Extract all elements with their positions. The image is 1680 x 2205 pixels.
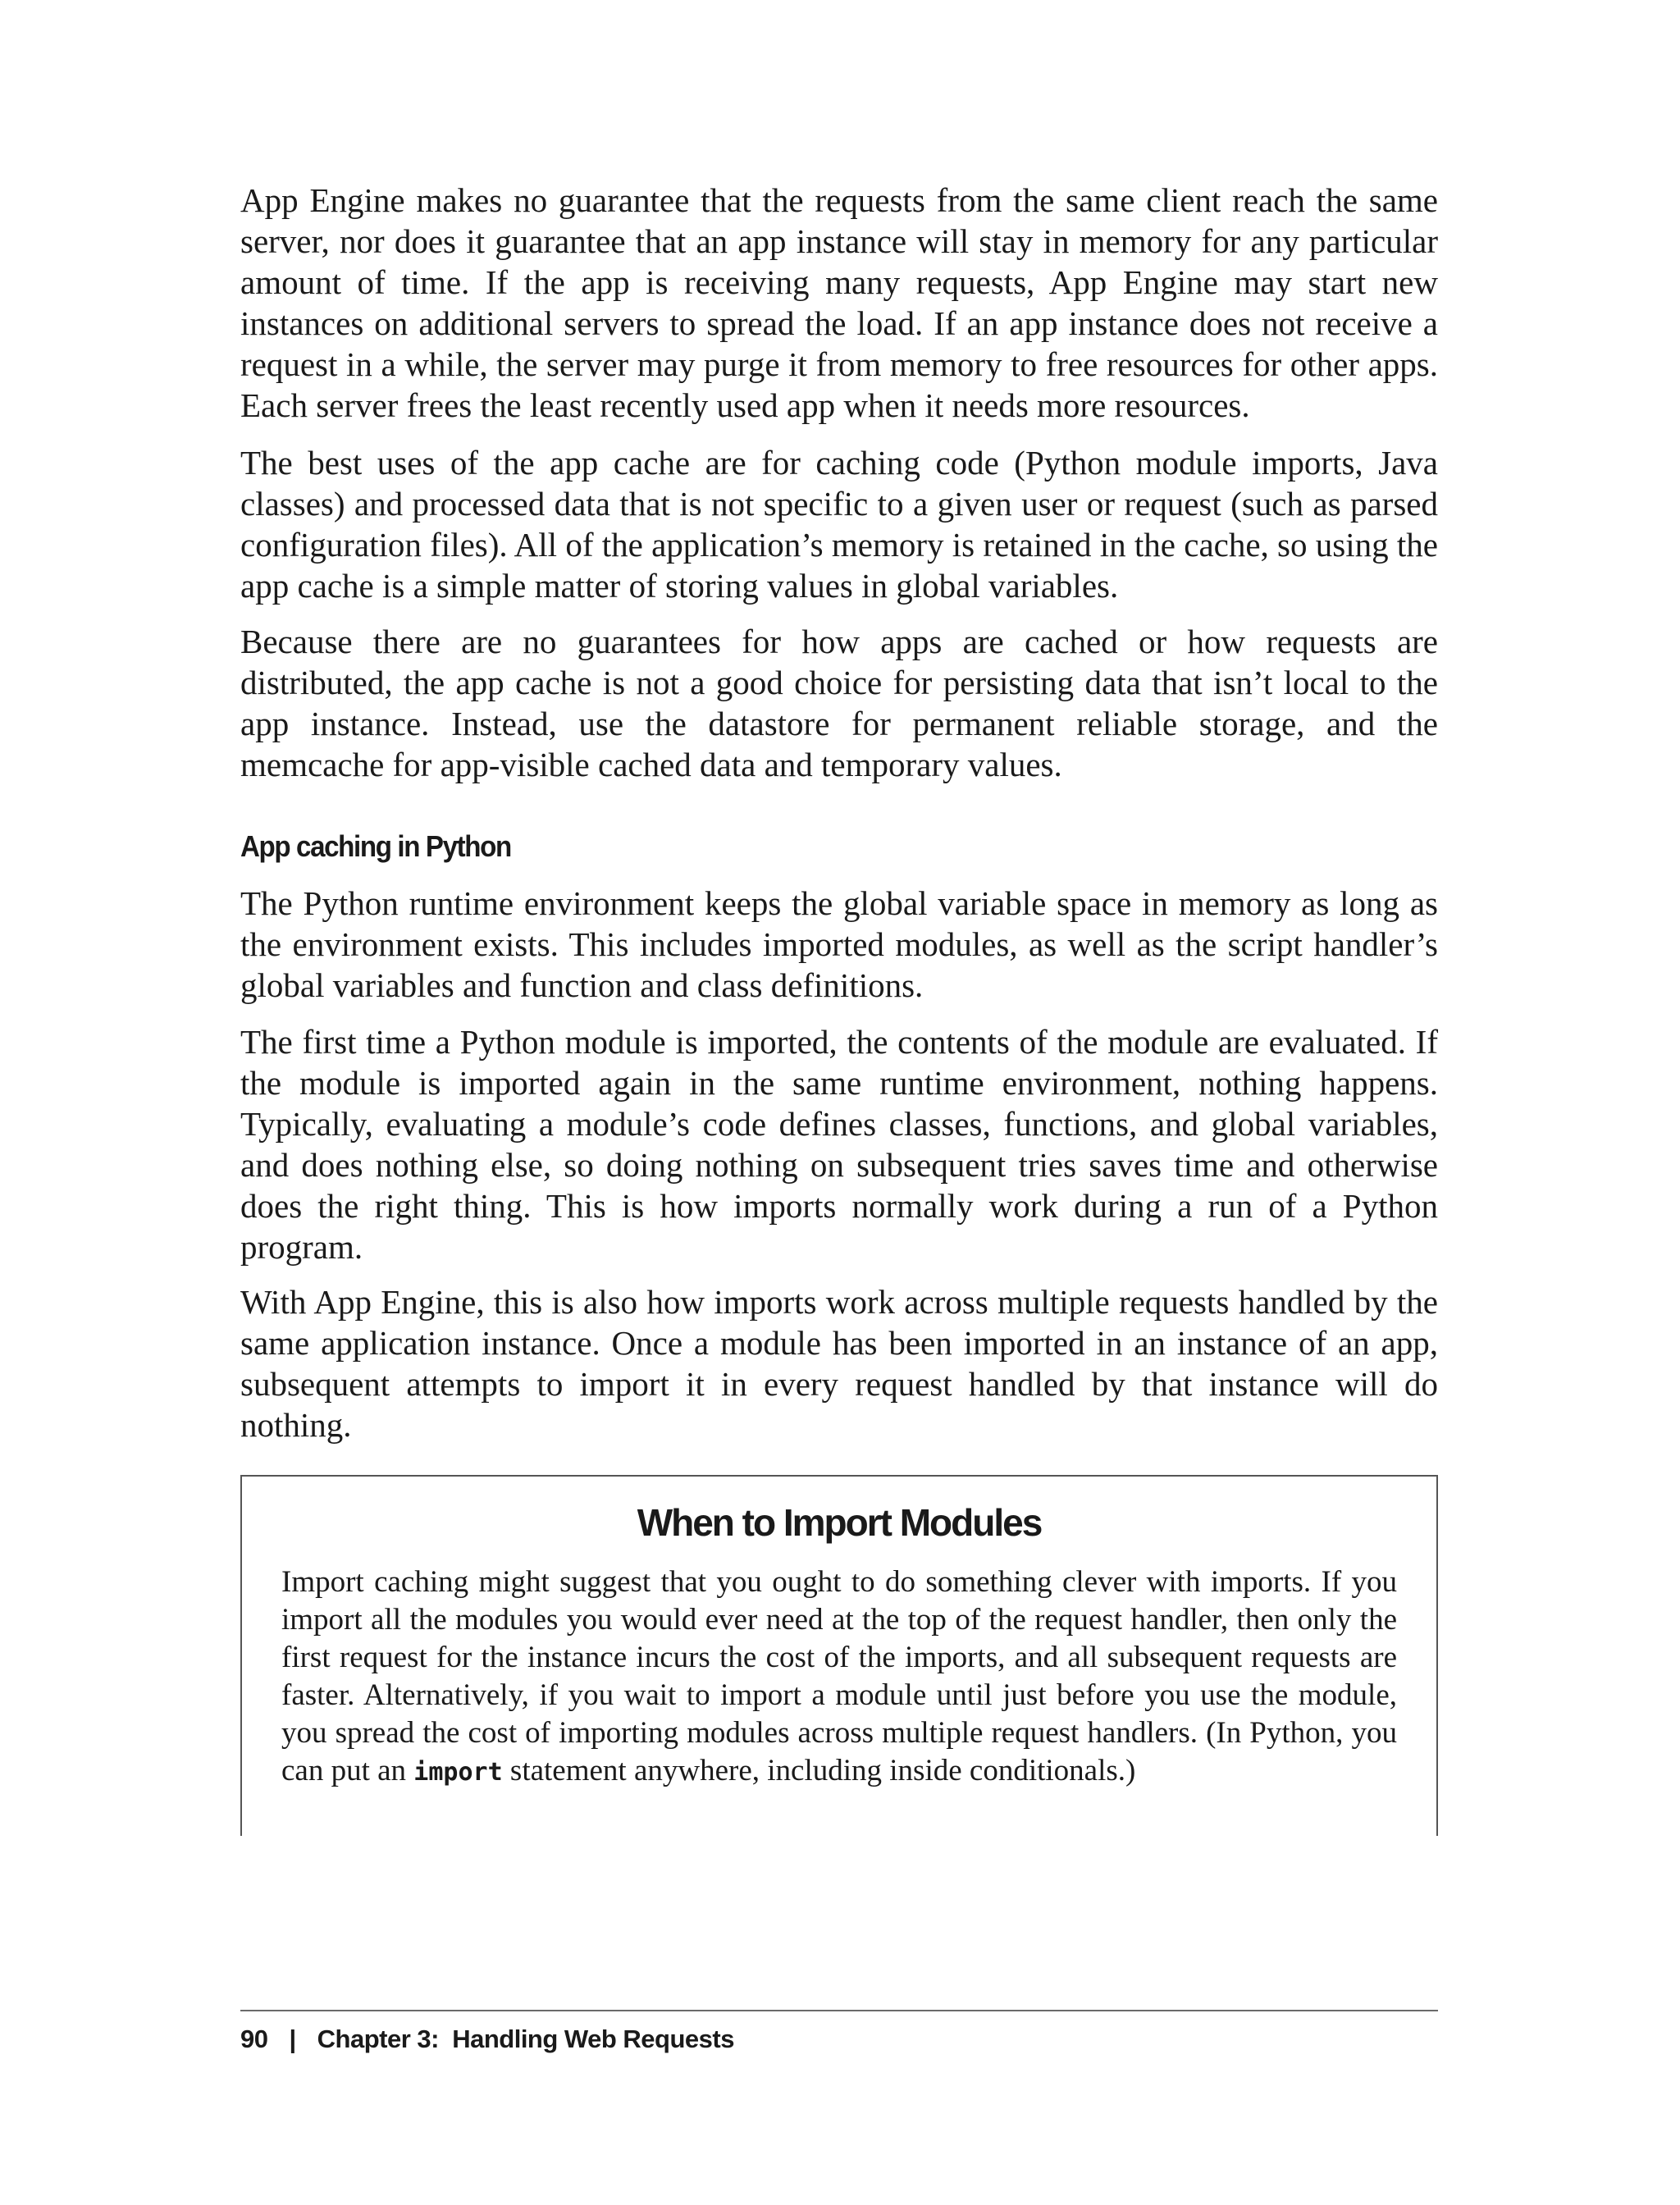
section-heading: App caching in Python (240, 829, 511, 863)
inline-code: import (413, 1758, 503, 1787)
page-footer (240, 2023, 734, 2056)
sidebar-body-text: Import caching might suggest that you ought to do something clever with imports. If you import all the modules you would ever need at the top of the request handler, then only the first request for the instance incurs the cost of the imports, and all subsequent requests are faster. Alternatively, if you wait to import a module until just before you use the module, you spread the cost of importing modules across multiple request handlers. (In Python, you can put an (281, 1565, 1397, 1787)
paragraph-app-instances: App Engine makes no guarantee that the requests from the same client reach the same server, nor does it guarantee that an app instance will stay in memory for any particular amount of time. If the app is receiving many requests, App Engine may start new instances on additional servers to spread the load. If an app instance does not receive a request in a while, the server may purge it from memory to free resources for other apps. Each server frees the least recently used app when it needs more resources. (240, 181, 1438, 424)
page-number: 90 (240, 2025, 268, 2053)
sidebar-box (240, 1475, 1438, 1836)
paragraph-module-import: The first time a Python module is imported, the contents of the module are evaluated. If the module is imported again in the same runtime environment, nothing happens. Typically, evaluating a module’s code defines classes, functions, and global variables, and does nothing else, so doing nothing on subsequent tries saves time and otherwise does the right thing. This is how imports normally work during a run of a Python program. (240, 1023, 1438, 1266)
paragraph-app-engine-imports: With App Engine, this is also how imports work across multiple requests handled by the same application instance. Once a module has been imported in an instance of an app, subsequent attempts to import it in every request handled by that instance will do nothing. (240, 1283, 1438, 1444)
sidebar-body (281, 1564, 1397, 1792)
paragraph-no-guarantees: Because there are no guarantees for how apps are cached or how requests are distributed, the app cache is not a good choice for persisting data that isn’t local to the app instance. Instead, use the datastore for permanent reliable storage, and the memcache for app-visible cached data and temporary values. (240, 623, 1438, 783)
paragraph-python-runtime: The Python runtime environment keeps the global variable space in memory as long as the environment exists. This includes imported modules, as well as the script handler’s global variables and function and class definitions. (240, 884, 1438, 1004)
footer-separator: | (289, 2025, 296, 2053)
chapter-title: Chapter 3: Handling Web Requests (317, 2025, 734, 2053)
sidebar-title: When to Import Modules (637, 1501, 1042, 1544)
paragraph-app-cache-uses: The best uses of the app cache are for caching code (Python module imports, Java classes) and processed data that is not specific to a given user or request (such as parsed configuration files). All of the application’s memory is retained in the cache, so using the app cache is a simple matter of storing values in global variables. (240, 444, 1438, 605)
footer-divider (240, 2010, 1438, 2011)
sidebar-body-text-end: statement anywhere, including inside conditionals.) (502, 1754, 1136, 1787)
